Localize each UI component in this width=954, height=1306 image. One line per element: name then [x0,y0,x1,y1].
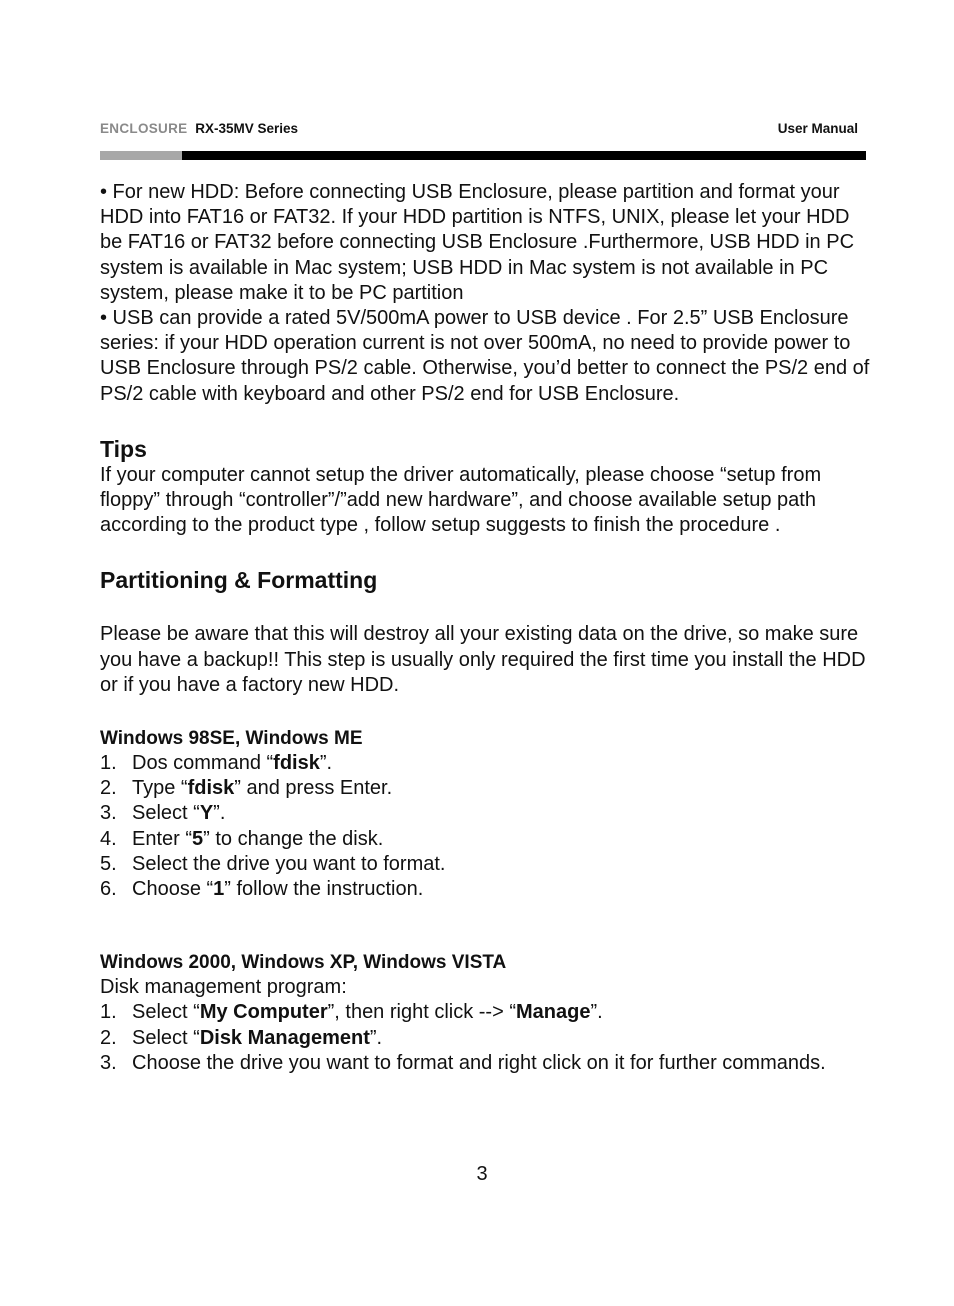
bullet-new-hdd: • For new HDD: Before connecting USB Enclosure, please partition and format your HDD into FAT16 or FAT32. If your HDD partition is NTFS, UNIX, please let your HDD be FAT16 or FAT32 before connecting USB Enclosure .Furthermore, USB HDD in PC system is available in Mac system; USB HDD in Mac system is not available in PC system, please make it to be PC partition [100,181,855,304]
list-item: 2. Type “fdisk” and press Enter. [100,777,393,800]
header-rule-gray [100,151,182,160]
list-item: 6. Choose “1” follow the instruction. [100,878,424,901]
list-item: 3. Choose the drive you want to format and right click on it for further commands. [100,1051,826,1074]
header-series: RX-35MV Series [195,121,299,136]
page-number: 3 [476,1163,488,1185]
partitioning-body: Please be aware that this will destroy all your existing data on the drive, so make sure you have a backup!! This step is usually only required the first time you install the HDD or if you have a factory new HDD. [100,623,866,696]
win2000-steps [100,1000,870,1076]
win98-heading: Windows 98SE, Windows ME [100,728,363,750]
list-item: 5. Select the drive you want to format. [100,852,446,875]
header-manual-label: User Manual [777,121,858,136]
bullet-usb-power: • USB can provide a rated 5V/500mA power to USB device . For 2.5” USB Enclosure series: if your HDD operation current is not over 500mA, no need to provide power to USB Enclosure through PS/2 cable. Otherwise, you’d better to connect the PS/2 end of PS/2 cable with keyboard and other PS/2 end for USB Enclosure. [100,307,870,405]
tips-body: If your computer cannot setup the driver automatically, please choose “setup from floppy” through “controller”/”add new hardware”, and choose available setup path according to the product type , follow setup suggests to finish the procedure . [100,463,822,537]
page-header [100,121,858,139]
list-item: 1. Dos command “fdisk”. [100,752,333,775]
list-item: 2. Select “Disk Management”. [100,1026,383,1049]
header-brand: ENCLOSURE [100,121,188,136]
list-item: 4. Enter “5” to change the disk. [100,827,384,850]
list-item: 3. Select “Y”. [100,802,226,825]
win98-steps [100,751,870,902]
partitioning-heading: Partitioning & Formatting [100,567,378,594]
win2000-heading: Windows 2000, Windows XP, Windows VISTA [100,952,507,974]
win2000-intro: Disk management program: [100,976,347,999]
list-item: 1. Select “My Computer”, then right click --> “Manage”. [100,1001,603,1024]
page-content [100,180,870,1076]
tips-heading: Tips [100,435,147,462]
header-rule-black [182,151,866,160]
